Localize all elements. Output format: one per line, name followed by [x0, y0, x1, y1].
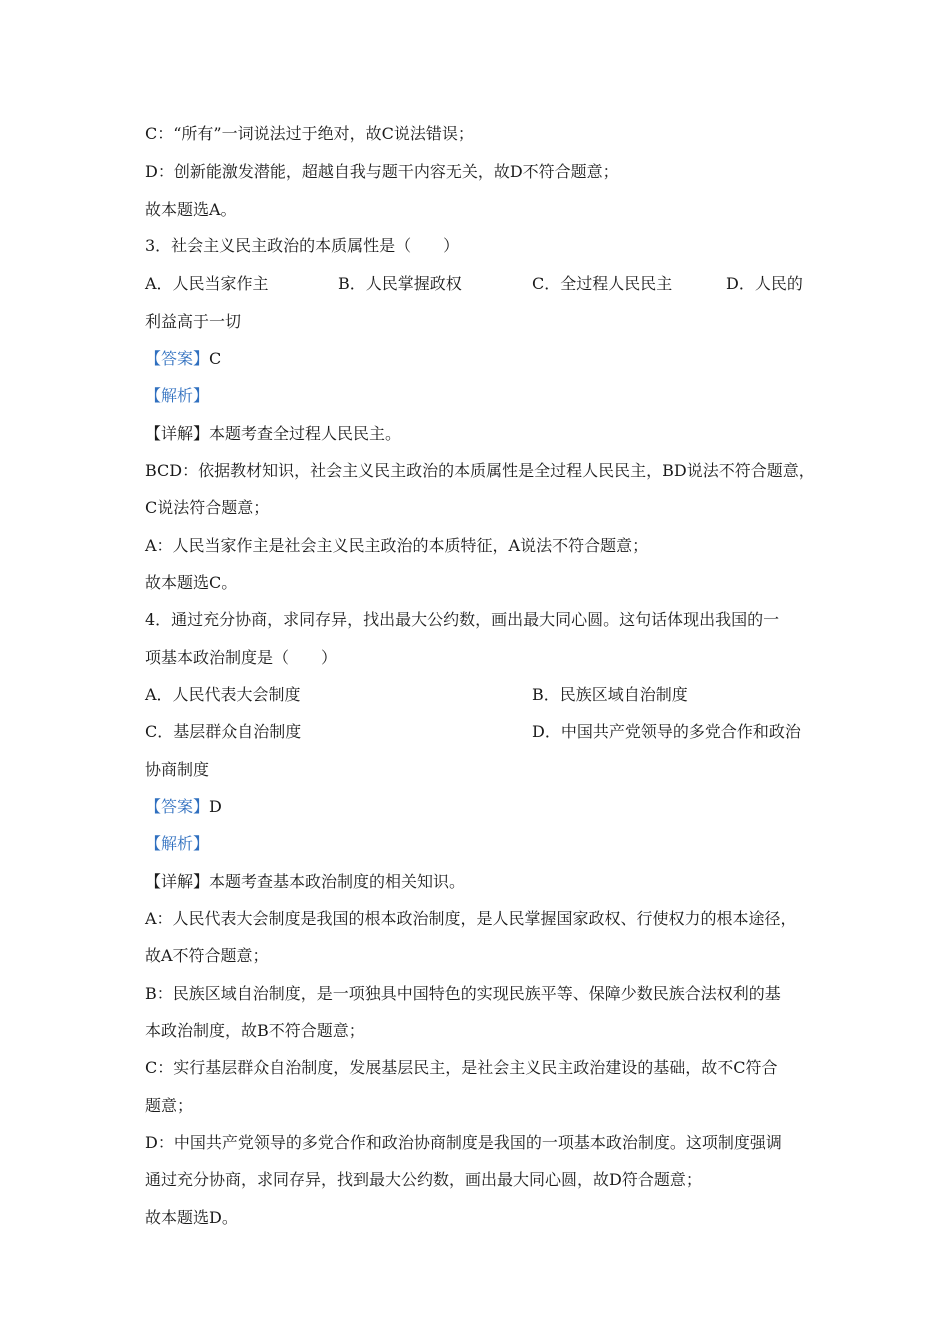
- q3-stem: 3．社会主义民主政治的本质属性是（ ）: [145, 236, 460, 255]
- q2-option-c-explanation: C：“所有”一词说法过于绝对，故C说法错误；: [145, 124, 474, 143]
- q3-conclusion: 故本题选C。: [145, 573, 238, 592]
- detail-tag: 【详解】: [145, 424, 210, 443]
- q4-option-c: C．基层群众自治制度: [145, 722, 302, 741]
- q3-option-c: C．全过程人民民主: [532, 274, 673, 293]
- answer-tag: 【答案】: [145, 349, 210, 368]
- q4-option-b: B．民族区域自治制度: [532, 685, 688, 704]
- q3-analysis-tag: 【解析】: [145, 386, 210, 405]
- q2-option-d-explanation: D：创新能激发潜能，超越自我与题干内容无关，故D不符合题意；: [145, 162, 619, 181]
- q4-option-c-explanation-1: C：实行基层群众自治制度，发展基层民主，是社会主义民主政治建设的基础，故不C符合: [145, 1058, 778, 1077]
- q4-option-d-explanation-1: D：中国共产党领导的多党合作和政治协商制度是我国的一项基本政治制度。这项制度强调: [145, 1133, 782, 1152]
- q3-explanation-line-1: BCD：依据教材知识，社会主义民主政治的本质属性是全过程人民民主，BD说法不符合题意，: [145, 461, 815, 480]
- q3-answer-line: [145, 349, 221, 369]
- q4-option-c-explanation-2: 题意；: [145, 1096, 194, 1115]
- q3-explanation-line-3: A：人民当家作主是社会主义民主政治的本质特征，A说法不符合题意；: [145, 536, 649, 555]
- q4-option-a-explanation-1: A：人民代表大会制度是我国的根本政治制度，是人民掌握国家政权、行使权力的根本途径，: [145, 909, 797, 928]
- q4-option-d-explanation-2: 通过充分协商，求同存异，找到最大公约数，画出最大同心圆，故D符合题意；: [145, 1170, 702, 1189]
- q4-answer-line: [145, 797, 222, 817]
- q3-option-a: A．人民当家作主: [145, 274, 269, 293]
- q4-analysis-tag: 【解析】: [145, 834, 210, 853]
- q4-detail-line: [145, 872, 465, 892]
- q3-option-d-continued: 利益高于一切: [145, 312, 242, 331]
- q4-conclusion: 故本题选D。: [145, 1208, 238, 1227]
- answer-tag: 【答案】: [145, 797, 210, 816]
- q4-answer: D: [209, 797, 222, 816]
- q3-detail-intro: 本题考查全过程人民民主。: [209, 424, 402, 443]
- q2-conclusion: 故本题选A。: [145, 200, 237, 219]
- q3-explanation-line-2: C说法符合题意；: [145, 498, 270, 517]
- q3-option-d: D．人民的: [726, 274, 803, 293]
- q4-option-a: A．人民代表大会制度: [145, 685, 301, 704]
- q3-detail-line: [145, 424, 401, 444]
- q4-stem-line-1: 4．通过充分协商，求同存异，找出最大公约数，画出最大同心圆。这句话体现出我国的一: [145, 610, 780, 629]
- q3-answer: C: [209, 349, 222, 368]
- q4-option-d-continued: 协商制度: [145, 760, 210, 779]
- q4-option-d: D．中国共产党领导的多党合作和政治: [532, 722, 801, 741]
- q3-option-b: B．人民掌握政权: [338, 274, 462, 293]
- detail-tag: 【详解】: [145, 872, 210, 891]
- q4-option-a-explanation-2: 故A不符合题意；: [145, 946, 269, 965]
- q4-stem-line-2: 项基本政治制度是（ ）: [145, 648, 338, 667]
- q4-detail-intro: 本题考查基本政治制度的相关知识。: [209, 872, 466, 891]
- q4-option-b-explanation-2: 本政治制度，故B不符合题意；: [145, 1021, 365, 1040]
- q4-option-b-explanation-1: B：民族区域自治制度，是一项独具中国特色的实现民族平等、保障少数民族合法权利的基: [145, 984, 781, 1003]
